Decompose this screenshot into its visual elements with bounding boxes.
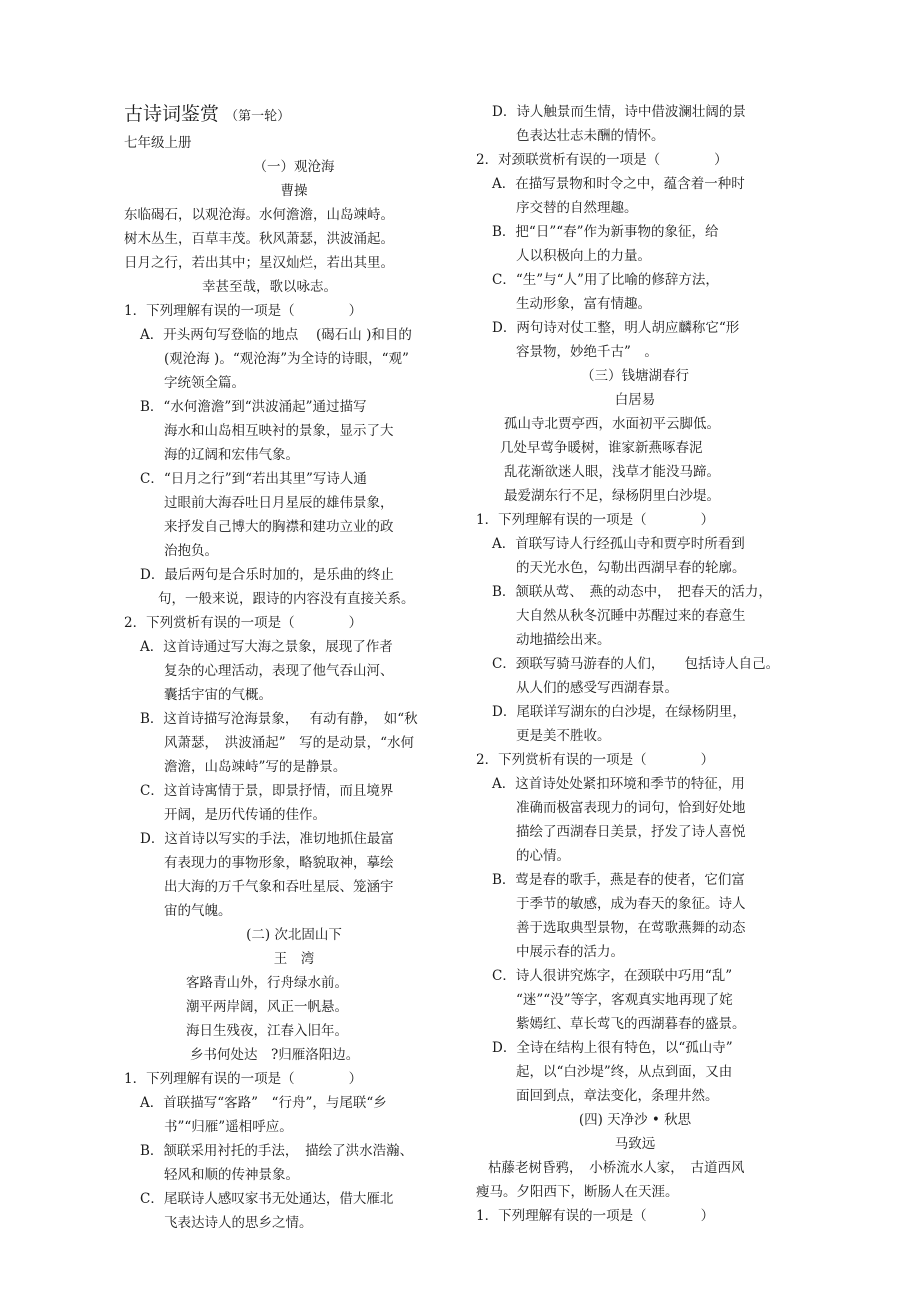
option-c-cont: 过眼前大海吞吐日月星辰的雄伟景象， bbox=[164, 495, 394, 511]
option-b-cont: 澹澹，山岛竦峙”写的是静景。 bbox=[164, 759, 347, 775]
poem1-line: 东临碣石，以观沧海。水何澹澹，山岛竦峙。 bbox=[124, 207, 394, 223]
poem1-line: 树木丛生，百草丰茂。秋风萧瑟，洪波涌起。 bbox=[124, 231, 394, 247]
option-c-cont: 紫嫣红、草长莺飞的西湖暮春的盛景。 bbox=[516, 1016, 746, 1032]
poem3-line: 孤山寺北贾亭西，水面初平云脚低。 bbox=[504, 416, 720, 432]
option-b-cont: 中展示春的活力。 bbox=[516, 944, 624, 960]
option-c-cont: 从人们的感受写西湖春景。 bbox=[516, 680, 678, 696]
option-d: D．全诗在结构上很有特色，以“孤山寺” bbox=[492, 1040, 733, 1056]
option-b-cont: 海的辽阔和宏伟气象。 bbox=[164, 447, 299, 463]
option-d: D．尾联详写湖东的白沙堤，在绿杨阴里， bbox=[492, 704, 746, 720]
option-a-cont: 准确而极富表现力的词句，恰到好处地 bbox=[516, 800, 746, 816]
option-a-cont: 书”“归雁”遥相呼应。 bbox=[164, 1119, 293, 1135]
option-b: B．颔联采用衬托的手法， 描绘了洪水浩瀚、 bbox=[140, 1143, 414, 1159]
question-stem: 2．下列赏析有误的一项是（ ） bbox=[476, 752, 715, 768]
left-column bbox=[124, 100, 464, 1235]
option-b-cont: 动地描绘出来。 bbox=[516, 632, 611, 648]
poem2-line: 乡书何处达 ?归雁洛阳边。 bbox=[190, 1047, 360, 1063]
option-c: C．“日月之行”到“若出其里”写诗人通 bbox=[140, 471, 367, 487]
option-b: B．颔联从莺、 燕的动态中， 把春天的活力， bbox=[492, 584, 772, 600]
option-d-cont: 句，一般来说，跟诗的内容没有直接关系。 bbox=[158, 591, 415, 607]
poem2-heading: (二) 次北固山下 bbox=[246, 927, 342, 943]
option-c: C．尾联诗人感叹家书无处通达，借大雁北 bbox=[140, 1191, 394, 1207]
option-b: B．“水何澹澹”到“洪波涌起”通过描写 bbox=[140, 399, 367, 415]
option-c-cont: 治抱负。 bbox=[164, 543, 218, 559]
option-b-cont: 善于选取典型景物，在莺歌燕舞的动态 bbox=[516, 920, 746, 936]
poem2-line: 潮平两岸阔，风正一帆悬。 bbox=[186, 999, 348, 1015]
poem1-line: 幸甚至哉，歌以咏志。 bbox=[202, 279, 337, 295]
poem2-line: 海日生残夜，江春入旧年。 bbox=[186, 1023, 348, 1039]
option-c-cont: “迷”“没”等字，客观真实地再现了姹 bbox=[516, 992, 733, 1008]
poem3-line: 乱花渐欲迷人眼，浅草才能没马蹄。 bbox=[504, 464, 720, 480]
option-d-cont: 更是美不胜收。 bbox=[516, 728, 611, 744]
option-b-cont: 于季节的敏感，成为春天的象征。诗人 bbox=[516, 896, 746, 912]
poem1-heading: （一）观沧海 bbox=[253, 159, 335, 175]
option-b: B．莺是春的歌手，燕是春的使者，它们富 bbox=[492, 872, 745, 888]
option-c-cont: 飞表达诗人的思乡之情。 bbox=[164, 1215, 313, 1231]
option-d: D．最后两句是合乐时加的，是乐曲的终止 bbox=[140, 567, 394, 583]
option-b-cont: 大自然从秋冬沉睡中苏醒过来的春意生 bbox=[516, 608, 746, 624]
option-a: A．开头两句写登临的地点 (碣石山 )和目的 bbox=[140, 327, 412, 343]
option-a: A．在描写景物和时令之中，蕴含着一种时 bbox=[492, 176, 745, 192]
poem3-line: 最爱湖东行不足，绿杨阴里白沙堤。 bbox=[504, 488, 720, 504]
poem1-author: 曹操 bbox=[280, 183, 308, 199]
option-d-cont: 面回到点，章法变化，条理井然。 bbox=[516, 1088, 719, 1104]
option-a: A．首联写诗人行经孤山寺和贾亭时所看到 bbox=[492, 536, 745, 552]
poem4-heading: (四) 天净沙 • 秋思 bbox=[578, 1112, 692, 1128]
option-d-cont: 有表现力的事物形象，略貌取神，摹绘 bbox=[164, 855, 394, 871]
option-b-cont: 海水和山岛相互映衬的景象，显示了大 bbox=[164, 423, 394, 439]
poem2-line: 客路青山外，行舟绿水前。 bbox=[186, 975, 348, 991]
option-a: A．这首诗通过写大海之景象，展现了作者 bbox=[140, 639, 393, 655]
question-stem: 1．下列理解有误的一项是（ ） bbox=[124, 1071, 363, 1087]
option-b-cont: 人以积极向上的力量。 bbox=[516, 248, 651, 264]
option-a-cont: (观沧海 )。“观沧海”为全诗的诗眼，“观” bbox=[164, 351, 409, 367]
poem4-line: 瘦马。夕阳西下，断肠人在天涯。 bbox=[476, 1184, 679, 1200]
round-label: （第一轮） bbox=[225, 109, 291, 124]
option-d-cont: 宙的气魄。 bbox=[164, 903, 232, 919]
poem4-author: 马致远 bbox=[614, 1136, 656, 1152]
poem3-heading: （三）钱塘湖春行 bbox=[581, 368, 689, 384]
question-stem: 2．下列赏析有误的一项是（ ） bbox=[124, 615, 363, 631]
option-a-cont: 描绘了西湖春日美景，抒发了诗人喜悦 bbox=[516, 824, 746, 840]
question-stem: 1．下列理解有误的一项是（ ） bbox=[476, 1208, 715, 1224]
option-d: D．诗人触景而生情，诗中借波澜壮阔的景 bbox=[492, 104, 746, 120]
option-d-cont: 色表达壮志未酬的情怀。 bbox=[516, 128, 665, 144]
option-d: D．这首诗以写实的手法，准切地抓住最富 bbox=[140, 831, 394, 847]
poem3-line: 几处早莺争暖树，谁家新燕啄春泥 bbox=[500, 440, 703, 456]
option-c-cont: 生动形象，富有情趣。 bbox=[516, 296, 651, 312]
option-c: C．“生”与“人”用了比喻的修辞方法， bbox=[492, 272, 719, 288]
option-b-cont: 风萧瑟， 洪波涌起” 写的是动景，“水何 bbox=[164, 735, 415, 751]
option-d-cont: 出大海的万千气象和吞吐星辰、笼涵宇 bbox=[164, 879, 394, 895]
option-d: D．两句诗对仗工整，明人胡应麟称它“形 bbox=[492, 320, 740, 336]
option-a-cont: 的心情。 bbox=[516, 848, 570, 864]
option-a-cont: 复杂的心理活动，表现了他气吞山河、 bbox=[164, 663, 394, 679]
question-stem: 2．对颈联赏析有误的一项是（ ） bbox=[476, 152, 728, 168]
poem1-line: 日月之行，若出其中；星汉灿烂，若出其里。 bbox=[124, 255, 394, 271]
option-d-cont: 容景物，妙绝千古” 。 bbox=[516, 344, 658, 360]
poem4-line: 枯藤老树昏鸦， 小桥流水人家， 古道西风 bbox=[488, 1160, 745, 1176]
poem3-author: 白居易 bbox=[614, 392, 656, 408]
page-title: 古诗词鉴赏 （第一轮） bbox=[124, 103, 291, 125]
option-c-cont: 开阔，是历代传诵的佳作。 bbox=[164, 807, 326, 823]
option-a: A．这首诗处处紧扣环境和季节的特征，用 bbox=[492, 776, 745, 792]
right-column bbox=[476, 100, 794, 1228]
option-c-cont: 来抒发自己博大的胸襟和建功立业的政 bbox=[164, 519, 394, 535]
option-b-cont: 轻风和顺的传神景象。 bbox=[164, 1167, 299, 1183]
option-a-cont: 序交替的自然理趣。 bbox=[516, 200, 638, 216]
option-c: C．这首诗寓情于景，即景抒情，而且境界 bbox=[140, 783, 394, 799]
option-b: B．这首诗描写沧海景象， 有动有静， 如“秋 bbox=[140, 711, 418, 727]
grade-label: 七年级上册 bbox=[124, 135, 192, 151]
option-a-cont: 的天光水色，勾勒出西湖早春的轮廓。 bbox=[516, 560, 746, 576]
option-c: C．诗人很讲究炼字，在颈联中巧用“乱” bbox=[492, 968, 733, 984]
option-a: A．首联描写“客路” “行舟”，与尾联“乡 bbox=[140, 1095, 387, 1111]
poem2-author: 王 湾 bbox=[273, 951, 315, 967]
option-a-cont: 囊括宇宙的气概。 bbox=[164, 687, 272, 703]
option-b: B．把“日”“春”作为新事物的象征，给 bbox=[492, 224, 719, 240]
option-c: C．颈联写骑马游春的人们， 包括诗人自己。 bbox=[492, 656, 780, 672]
option-d-cont: 起，以“白沙堤”终，从点到面，又由 bbox=[516, 1064, 733, 1080]
option-a-cont: 字统领全篇。 bbox=[164, 375, 245, 391]
question-stem: 1．下列理解有误的一项是（ ） bbox=[476, 512, 715, 528]
question-stem: 1．下列理解有误的一项是（ ） bbox=[124, 303, 363, 319]
